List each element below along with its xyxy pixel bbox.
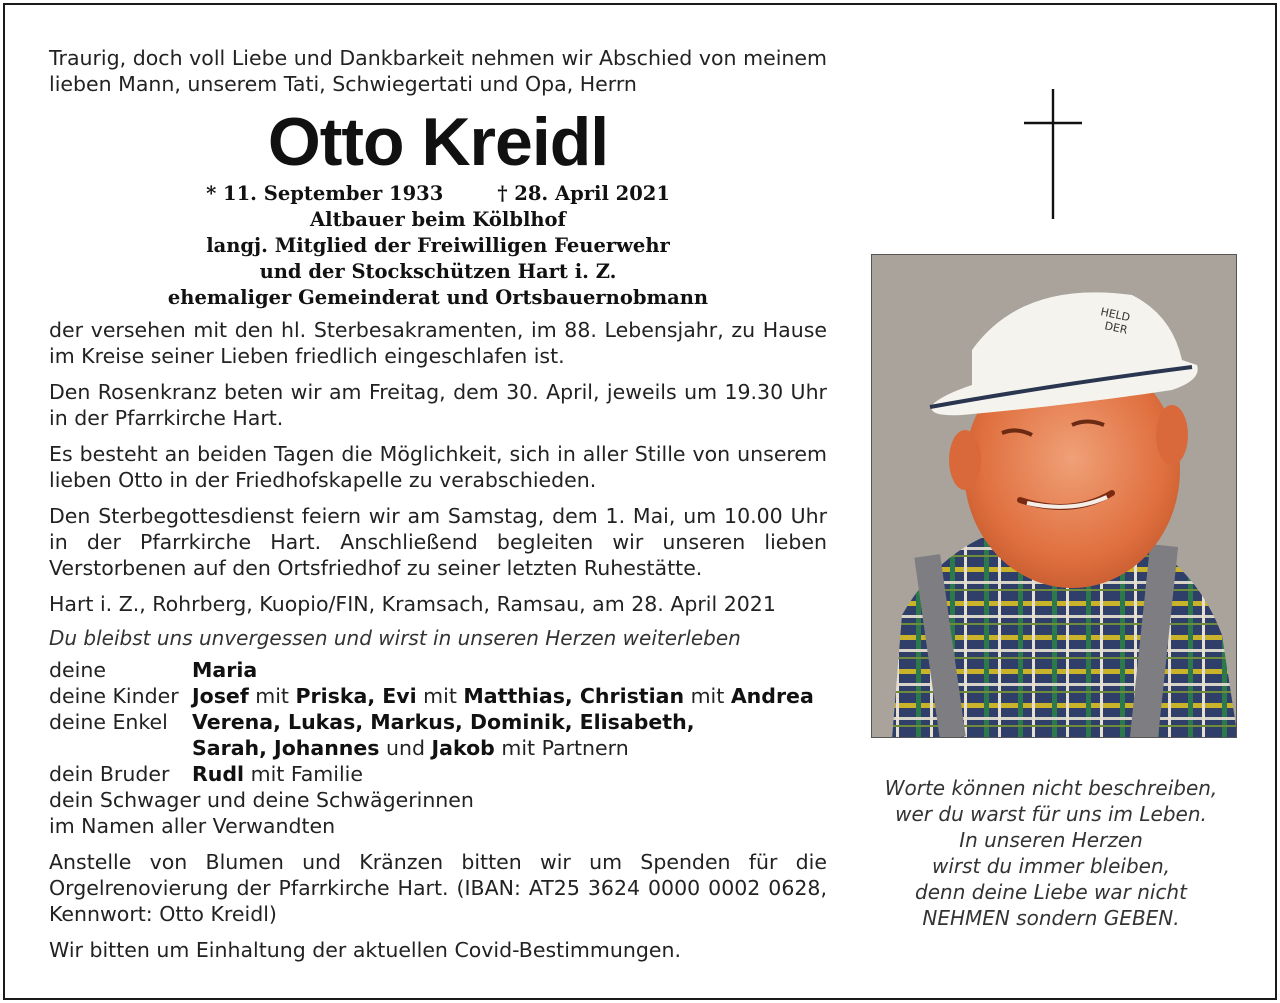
portrait-illustration — [872, 255, 1237, 738]
bio-line: Altbauer beim Kölblhof — [310, 208, 566, 231]
family-row-inlaws: dein Schwager und deine Schwägerinnen — [49, 788, 474, 812]
family-list — [49, 657, 827, 839]
family-row-grandchildren — [49, 709, 827, 735]
intro-text: Traurig, doch voll Liebe und Dankbarkeit nehmen wir Abschied von meinem lieben Mann, unserem Tati, Schwiegertati und Opa, Herrn — [49, 46, 827, 96]
rosary-paragraph: Den Rosenkranz beten wir am Freitag, dem 30. April, jeweils um 19.30 Uhr in der Pfarrkirche Hart. — [49, 380, 827, 430]
covid-notice: Wir bitten um Einhaltung der aktuellen Covid-Bestimmungen. — [49, 938, 681, 962]
place-date: Hart i. Z., Rohrberg, Kuopio/FIN, Kramsach, Ramsau, am 28. April 2021 — [49, 592, 776, 616]
main-text-column — [49, 45, 827, 963]
grandchildren-names: Sarah, Johannes und Jakob mit Partnern — [192, 736, 629, 760]
poem-line: NEHMEN sondern GEBEN. — [922, 906, 1180, 930]
portrait-photo — [871, 254, 1237, 738]
life-dates — [49, 181, 827, 207]
family-row-children — [49, 683, 827, 709]
donation-paragraph: Anstelle von Blumen und Kränzen bitten wir um Spenden für die Orgelrenovierung der Pfarrkirche Hart. (IBAN: AT25 3624 0000 0002 0628, Kennwort: Otto Kreidl) — [49, 850, 827, 926]
hat-text: HELD — [1099, 305, 1132, 325]
poem-line: wer du warst für uns im Leben. — [895, 802, 1207, 826]
family-label: deine Enkel — [49, 710, 168, 734]
wife-name: Maria — [192, 658, 258, 682]
poem-line: denn deine Liebe war nicht — [915, 880, 1187, 904]
family-row-grandchildren-2 — [49, 735, 827, 761]
children-names: Josef mit Priska, Evi mit Matthias, Christian mit Andrea — [192, 684, 814, 708]
bio-line: ehemaliger Gemeinderat und Ortsbauernobmann — [167, 286, 709, 309]
brother-name: Rudl mit Familie — [192, 762, 363, 786]
farewell-paragraph: Es besteht an beiden Tagen die Möglichkeit, sich in aller Stille von unserem lieben Otto in der Friedhofskapelle zu verabschieden. — [49, 442, 827, 492]
family-label: dein Bruder — [49, 762, 170, 786]
poem-line: wirst du immer bleiben, — [931, 854, 1171, 878]
family-label: deine Kinder — [49, 684, 179, 708]
biography-block — [49, 181, 827, 311]
motto: Du bleibst uns unvergessen und wirst in unseren Herzen weiterleben — [49, 626, 741, 650]
passing-paragraph: der versehen mit den hl. Sterbesakramenten, im 88. Lebensjahr, zu Hause im Kreise seiner Lieben friedlich eingeschlafen ist. — [49, 318, 827, 368]
poem-line: In unseren Herzen — [959, 828, 1143, 852]
grandchildren-names: Verena, Lukas, Markus, Dominik, Elisabeth, — [192, 710, 695, 734]
hat-text: DER — [1103, 319, 1129, 337]
poem-line: Worte können nicht beschreiben, — [884, 776, 1218, 800]
death-date: † 28. April 2021 — [497, 182, 670, 205]
cross-icon — [1024, 89, 1082, 219]
bio-line: langj. Mitglied der Freiwilligen Feuerwehr — [206, 234, 670, 257]
family-row-relatives: im Namen aller Verwandten — [49, 814, 336, 838]
birth-date: * 11. September 1933 — [206, 182, 444, 205]
deceased-name: Otto Kreidl — [267, 104, 609, 180]
obituary-notice — [3, 3, 1277, 1000]
funeral-paragraph: Den Sterbegottesdienst feiern wir am Samstag, dem 1. Mai, um 10.00 Uhr in der Pfarrkirche Hart. Anschließend begleiten wir unseren lieben Verstorbenen auf den Ortsfriedhof zu seiner letzten Ruhestätte. — [49, 504, 827, 580]
family-row-wife — [49, 657, 827, 683]
family-label: deine — [49, 658, 106, 682]
poem — [851, 775, 1251, 931]
family-row-brother — [49, 761, 827, 787]
bio-line: und der Stockschützen Hart i. Z. — [259, 260, 617, 283]
